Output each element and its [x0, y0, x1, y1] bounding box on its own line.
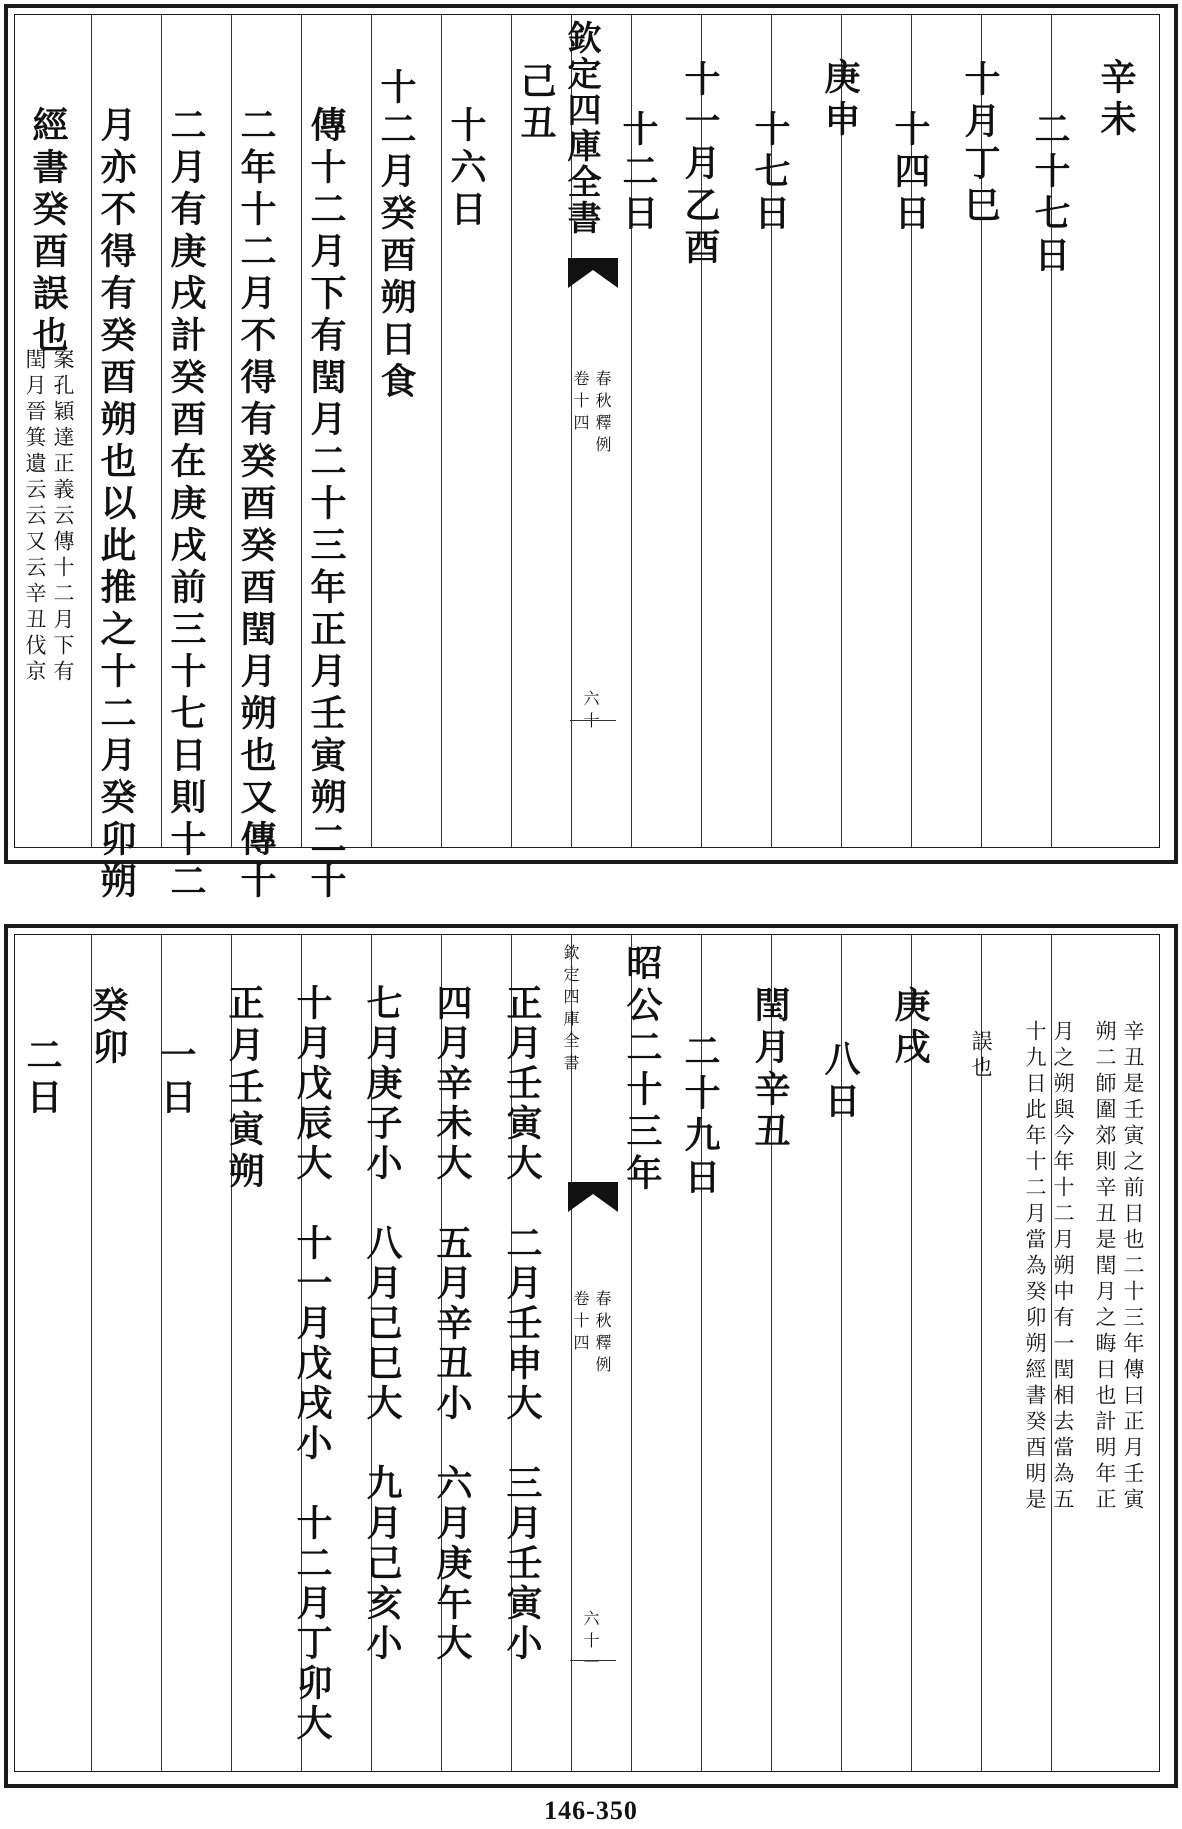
text-column: 月亦不得有癸酉朔也以此推之十二月癸卯朔	[95, 106, 137, 904]
page-number: 146-350	[544, 1796, 638, 1825]
column-rule	[91, 15, 92, 847]
commentary-note: 辛丑是壬寅之前日也二十三年傳曰正月壬寅	[1121, 1020, 1145, 1514]
column-rule	[161, 15, 162, 847]
text-column: 一日	[155, 1036, 197, 1120]
column-rule	[441, 15, 442, 847]
book-series-title: 欽定四庫全書	[561, 20, 601, 236]
text-column: 庚戌	[889, 986, 931, 1070]
column-rule	[231, 15, 232, 847]
commentary-note: 月之朔與今年十二月朔中有一閏相去當為五	[1051, 1020, 1075, 1514]
text-column: 傳十二月下有閏月二十三年正月壬寅朔二十	[305, 106, 347, 904]
text-column: 二年十二月不得有癸酉癸酉閏月朔也又傳十	[235, 106, 277, 904]
text-column: 二十九日	[679, 1032, 721, 1200]
bottom-page	[0, 920, 1182, 1786]
column-rule	[301, 15, 302, 847]
commentary-note: 朔二師圍郊則辛丑是閏月之晦日也計明年正	[1093, 1020, 1117, 1514]
text-column: 昭公二十三年	[621, 944, 663, 1196]
text-column: 閏月辛丑	[749, 986, 791, 1154]
text-column: 七月庚子小 八月己巳大 九月己亥小	[361, 984, 403, 1664]
top-page	[0, 0, 1182, 904]
text-column: 十六日	[445, 106, 487, 232]
book-name: 春秋釋例	[593, 1290, 612, 1378]
book-series-title: 欽定四庫全書	[561, 944, 580, 1076]
fishtail-mark	[568, 1182, 618, 1216]
text-column: 二日	[21, 1036, 63, 1120]
fishtail-mark	[568, 258, 618, 292]
commentary-note: 案孔穎達正義云傳十二月下有	[51, 348, 75, 686]
text-column: 庚申	[819, 58, 861, 142]
commentary-note: 閏月晉箕遺云云又云辛丑伐京	[23, 348, 47, 686]
text-column: 辛未	[1095, 58, 1137, 142]
text-column: 十月戊辰大 十一月戊戌小 十二月丁卯大	[291, 984, 333, 1744]
text-column: 四月辛未大 五月辛丑小 六月庚午大	[431, 984, 473, 1664]
text-column: 正月壬寅大 二月壬申大 三月壬寅小	[501, 984, 543, 1664]
volume-number: 卷十四	[571, 1290, 590, 1356]
book-name: 春秋釋例	[593, 370, 612, 458]
text-column: 十二月癸酉朔日食	[375, 68, 417, 404]
text-column: 十七日	[749, 110, 791, 236]
center-title-block	[561, 20, 601, 236]
text-column: 二月有庚戌計癸酉在庚戌前三十七日則十二	[165, 106, 207, 904]
text-column: 癸卯	[87, 986, 129, 1070]
commentary-note: 誤也	[969, 1030, 993, 1082]
column-rule	[511, 15, 512, 847]
text-column: 正月壬寅朔	[223, 984, 265, 1194]
column-rule	[371, 15, 372, 847]
text-column: 八日	[819, 1040, 861, 1124]
commentary-note: 十九日此年十二月當為癸卯朔經書癸酉明是	[1023, 1020, 1047, 1514]
text-column: 二十七日	[1029, 110, 1071, 278]
folio-rule	[570, 720, 616, 721]
volume-number: 卷十四	[571, 370, 590, 436]
text-column: 十二日	[617, 110, 659, 236]
text-column: 十一月乙酉	[679, 60, 721, 270]
text-column: 十四日	[889, 110, 931, 236]
text-column: 十月丁巳	[959, 60, 1001, 228]
folio-rule	[570, 1660, 616, 1661]
page-folio: 六十一	[581, 1610, 600, 1676]
text-column: 經書癸酉誤也	[27, 106, 69, 358]
text-column: 己丑	[515, 62, 557, 146]
page-folio: 六十	[581, 690, 600, 734]
